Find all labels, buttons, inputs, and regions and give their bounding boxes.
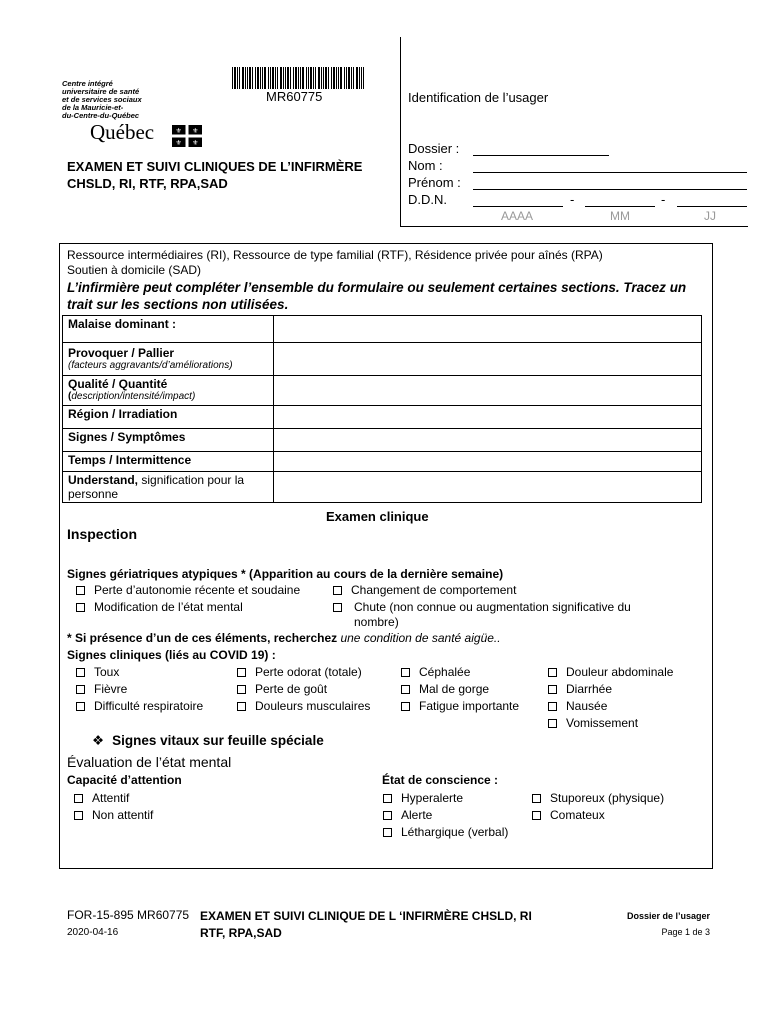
checkbox-icon[interactable] bbox=[333, 603, 342, 612]
option-label: Nausée bbox=[566, 699, 608, 713]
ddn-month-field[interactable] bbox=[585, 192, 655, 207]
quebec-flag-icon bbox=[172, 125, 202, 147]
option-label: Hyperalerte bbox=[401, 791, 464, 805]
ddn-row bbox=[408, 192, 447, 207]
checkbox-stuporeux[interactable] bbox=[532, 791, 664, 805]
logo-line: de la Mauricie-et- bbox=[62, 103, 124, 112]
table-row bbox=[63, 316, 702, 343]
checkbox-icon[interactable] bbox=[532, 794, 541, 803]
qualite-sub: description/intensité/impact) bbox=[71, 391, 196, 402]
covid-checkbox[interactable] bbox=[401, 699, 519, 713]
option-label: Perte d’autonomie récente et soudaine bbox=[94, 583, 301, 597]
ddn-day-hint: JJ bbox=[704, 209, 716, 223]
option-label: Difficulté respiratoire bbox=[94, 699, 204, 713]
checkbox-modification-etat-mental[interactable] bbox=[76, 600, 243, 614]
checkbox-icon[interactable] bbox=[548, 719, 557, 728]
footer-page-number: Page 1 de 3 bbox=[661, 927, 710, 937]
dossier-label: Dossier : bbox=[408, 141, 460, 156]
intro-sad: Soutien à domicile (SAD) bbox=[67, 263, 202, 277]
svg-text:⚜: ⚜ bbox=[175, 128, 182, 135]
checkbox-perte-autonomie[interactable] bbox=[76, 583, 300, 597]
option-label: Changement de comportement bbox=[351, 583, 517, 597]
temps-field[interactable] bbox=[274, 452, 702, 472]
understand-cell bbox=[63, 472, 274, 503]
covid-checkbox[interactable] bbox=[401, 682, 489, 696]
understand-desc: signification pour la personne bbox=[68, 473, 245, 501]
covid-checkbox[interactable] bbox=[237, 699, 370, 713]
checkbox-icon[interactable] bbox=[237, 702, 246, 711]
mental-title: Évaluation de l’état mental bbox=[67, 754, 232, 770]
provoquer-sub: (facteurs aggravants/d’améliorations) bbox=[68, 360, 233, 371]
qualite-label: Qualité / Quantité bbox=[68, 377, 168, 391]
option-label: Comateux bbox=[550, 808, 605, 822]
covid-checkbox[interactable] bbox=[548, 665, 673, 679]
quebec-logo-word: Québec bbox=[90, 120, 155, 144]
footer-date: 2020-04-16 bbox=[67, 927, 119, 938]
logo-line: du-Centre-du-Québec bbox=[62, 111, 140, 120]
dossier-field[interactable] bbox=[473, 141, 609, 156]
logo-line: et de services sociaux bbox=[62, 95, 142, 104]
checkbox-icon[interactable] bbox=[76, 702, 85, 711]
barcode-icon bbox=[232, 67, 364, 89]
table-row bbox=[63, 406, 702, 429]
checkbox-changement-comportement[interactable] bbox=[333, 583, 516, 597]
ddn-year-field[interactable] bbox=[473, 192, 563, 207]
option-label: Modification de l’état mental bbox=[94, 600, 243, 614]
checkbox-icon[interactable] bbox=[76, 603, 85, 612]
table-row bbox=[63, 376, 702, 406]
checkbox-icon[interactable] bbox=[548, 668, 557, 677]
option-label: Douleurs musculaires bbox=[255, 699, 371, 713]
qualite-cell bbox=[63, 376, 274, 406]
attention-title: Capacité d’attention bbox=[67, 773, 182, 787]
form-title-line: EXAMEN ET SUIVI CLINIQUES DE L’INFIRMÈRE bbox=[67, 159, 363, 174]
option-label: Perte odorat (totale) bbox=[255, 665, 362, 679]
checkbox-icon[interactable] bbox=[532, 811, 541, 820]
provoquer-label: Provoquer / Pallier bbox=[68, 346, 175, 360]
covid-checkbox[interactable] bbox=[548, 682, 612, 696]
logo-line: universitaire de santé bbox=[62, 87, 140, 96]
checkbox-icon[interactable] bbox=[401, 668, 410, 677]
region-label: Région / Irradiation bbox=[63, 406, 274, 429]
prenom-row bbox=[408, 175, 461, 190]
table-row bbox=[63, 452, 702, 472]
provoquer-cell bbox=[63, 343, 274, 376]
checkbox-icon[interactable] bbox=[237, 685, 246, 694]
nom-row bbox=[408, 158, 443, 173]
logo-line: Centre intégré bbox=[62, 79, 113, 88]
checkbox-icon[interactable] bbox=[76, 586, 85, 595]
checkbox-comateux[interactable] bbox=[532, 808, 605, 822]
vitals-label: Signes vitaux sur feuille spéciale bbox=[112, 733, 324, 748]
option-label: Attentif bbox=[92, 791, 130, 805]
malaise-label: Malaise dominant : bbox=[63, 316, 274, 343]
checkbox-non-attentif[interactable] bbox=[74, 808, 153, 822]
checkbox-alerte[interactable] bbox=[383, 808, 432, 822]
vitals-line bbox=[92, 733, 324, 749]
checkbox-icon[interactable] bbox=[401, 702, 410, 711]
nom-label: Nom : bbox=[408, 158, 443, 173]
form-title-line: CHSLD, RI, RTF, RPA,SAD bbox=[67, 176, 228, 191]
ddn-label: D.D.N. bbox=[408, 192, 447, 207]
svg-text:⚜: ⚜ bbox=[192, 128, 199, 135]
option-label: Céphalée bbox=[419, 665, 471, 679]
inspection-title: Inspection bbox=[67, 526, 138, 542]
option-label: Diarrhée bbox=[566, 682, 613, 696]
option-label: Léthargique (verbal) bbox=[401, 825, 509, 839]
prenom-field[interactable] bbox=[473, 175, 747, 190]
form-title bbox=[67, 158, 362, 192]
qualite-field[interactable] bbox=[274, 376, 702, 406]
checkbox-icon[interactable] bbox=[383, 828, 392, 837]
qualite-sub-wrap bbox=[68, 391, 268, 402]
note-italic: une condition de santé aigüe.. bbox=[337, 631, 501, 645]
covid-checkbox[interactable] bbox=[401, 665, 470, 679]
option-label: Mal de gorge bbox=[419, 682, 490, 696]
signes-label: Signes / Symptômes bbox=[63, 429, 274, 452]
region-field[interactable] bbox=[274, 406, 702, 429]
checkbox-hyperalerte[interactable] bbox=[383, 791, 463, 805]
provoquer-field[interactable] bbox=[274, 343, 702, 376]
checkbox-chute[interactable] bbox=[333, 600, 673, 630]
qualite-paren: ( bbox=[68, 391, 72, 402]
covid-checkbox[interactable] bbox=[237, 665, 362, 679]
identification-title: Identification de l’usager bbox=[408, 90, 549, 105]
checkbox-icon[interactable] bbox=[401, 685, 410, 694]
ddn-day-field[interactable] bbox=[677, 192, 747, 207]
intro-instruction: L’infirmière peut compléter l’ensemble du formulaire ou seulement certaines sections. Tracez un trait sur les sections non utilisées. bbox=[67, 280, 687, 312]
checkbox-icon[interactable] bbox=[76, 685, 85, 694]
option-label: Fatigue importante bbox=[419, 699, 520, 713]
checkbox-icon[interactable] bbox=[74, 794, 83, 803]
checkbox-icon[interactable] bbox=[74, 811, 83, 820]
covid-checkbox[interactable] bbox=[76, 699, 203, 713]
covid-checkbox[interactable] bbox=[76, 682, 127, 696]
understand-field[interactable] bbox=[274, 472, 702, 503]
exam-title: Examen clinique bbox=[326, 509, 429, 524]
checkbox-icon[interactable] bbox=[76, 668, 85, 677]
checkbox-icon[interactable] bbox=[237, 668, 246, 677]
intro-resources: Ressource intermédiaires (RI), Ressource de type familial (RTF), Résidence privée pour aînés (RPA) bbox=[67, 248, 603, 262]
geriatric-note bbox=[67, 631, 501, 645]
option-label: Perte de goût bbox=[255, 682, 328, 696]
covid-checkbox[interactable] bbox=[548, 716, 638, 730]
option-label: Toux bbox=[94, 665, 120, 679]
checkbox-icon[interactable] bbox=[548, 702, 557, 711]
table-row bbox=[63, 429, 702, 452]
footer-dossier-label: Dossier de l’usager bbox=[626, 911, 710, 921]
header-divider bbox=[400, 37, 401, 227]
checkbox-icon[interactable] bbox=[333, 586, 342, 595]
option-label: Fièvre bbox=[94, 682, 128, 696]
checkbox-attentif[interactable] bbox=[74, 791, 129, 805]
understand-label: Understand, bbox=[68, 473, 139, 487]
svg-text:⚜: ⚜ bbox=[175, 140, 182, 147]
conscience-title: État de conscience : bbox=[382, 773, 499, 787]
svg-text:⚜: ⚜ bbox=[192, 140, 199, 147]
organization-logo-text bbox=[62, 80, 142, 120]
ddn-dash: - bbox=[570, 192, 575, 207]
checkbox-icon[interactable] bbox=[383, 811, 392, 820]
table-row bbox=[63, 343, 702, 376]
temps-label: Temps / Intermittence bbox=[63, 452, 274, 472]
checkbox-lethargique[interactable] bbox=[383, 825, 508, 839]
option-label: Alerte bbox=[401, 808, 433, 822]
checkbox-icon[interactable] bbox=[548, 685, 557, 694]
ddn-month-hint: MM bbox=[610, 209, 630, 223]
covid-checkbox[interactable] bbox=[237, 682, 327, 696]
ddn-year-hint: AAAA bbox=[501, 209, 534, 223]
option-label: Vomissement bbox=[566, 716, 639, 730]
prenom-label: Prénom : bbox=[408, 175, 461, 190]
option-label: Stuporeux (physique) bbox=[550, 791, 665, 805]
identification-bottom-rule bbox=[400, 226, 748, 227]
note-bold: * Si présence d’un de ces éléments, recherchez bbox=[67, 631, 338, 645]
diamond-bullet-icon: ❖ bbox=[92, 733, 105, 748]
covid-title: Signes cliniques (liés au COVID 19) : bbox=[67, 648, 276, 662]
pqrstu-table bbox=[62, 315, 702, 503]
signes-field[interactable] bbox=[274, 429, 702, 452]
geriatric-title: Signes gériatriques atypiques * (Apparition au cours de la dernière semaine) bbox=[67, 567, 504, 581]
covid-checkbox[interactable] bbox=[548, 699, 607, 713]
malaise-field[interactable] bbox=[274, 316, 702, 343]
option-label: Douleur abdominale bbox=[566, 665, 674, 679]
form-code: MR60775 bbox=[266, 89, 323, 104]
option-label: Chute (non connue ou augmentation significative du nombre) bbox=[354, 600, 631, 629]
option-label: Non attentif bbox=[92, 808, 154, 822]
footer-title: EXAMEN ET SUIVI CLINIQUE DE L ‘INFIRMÈRE CHSLD, RI RTF, RPA,SAD bbox=[200, 909, 532, 940]
checkbox-icon[interactable] bbox=[383, 794, 392, 803]
footer-form-code: FOR-15-895 MR60775 bbox=[67, 908, 190, 922]
covid-checkbox[interactable] bbox=[76, 665, 119, 679]
table-row bbox=[63, 472, 702, 503]
ddn-dash: - bbox=[661, 192, 666, 207]
dossier-row bbox=[408, 141, 459, 156]
nom-field[interactable] bbox=[473, 158, 747, 173]
